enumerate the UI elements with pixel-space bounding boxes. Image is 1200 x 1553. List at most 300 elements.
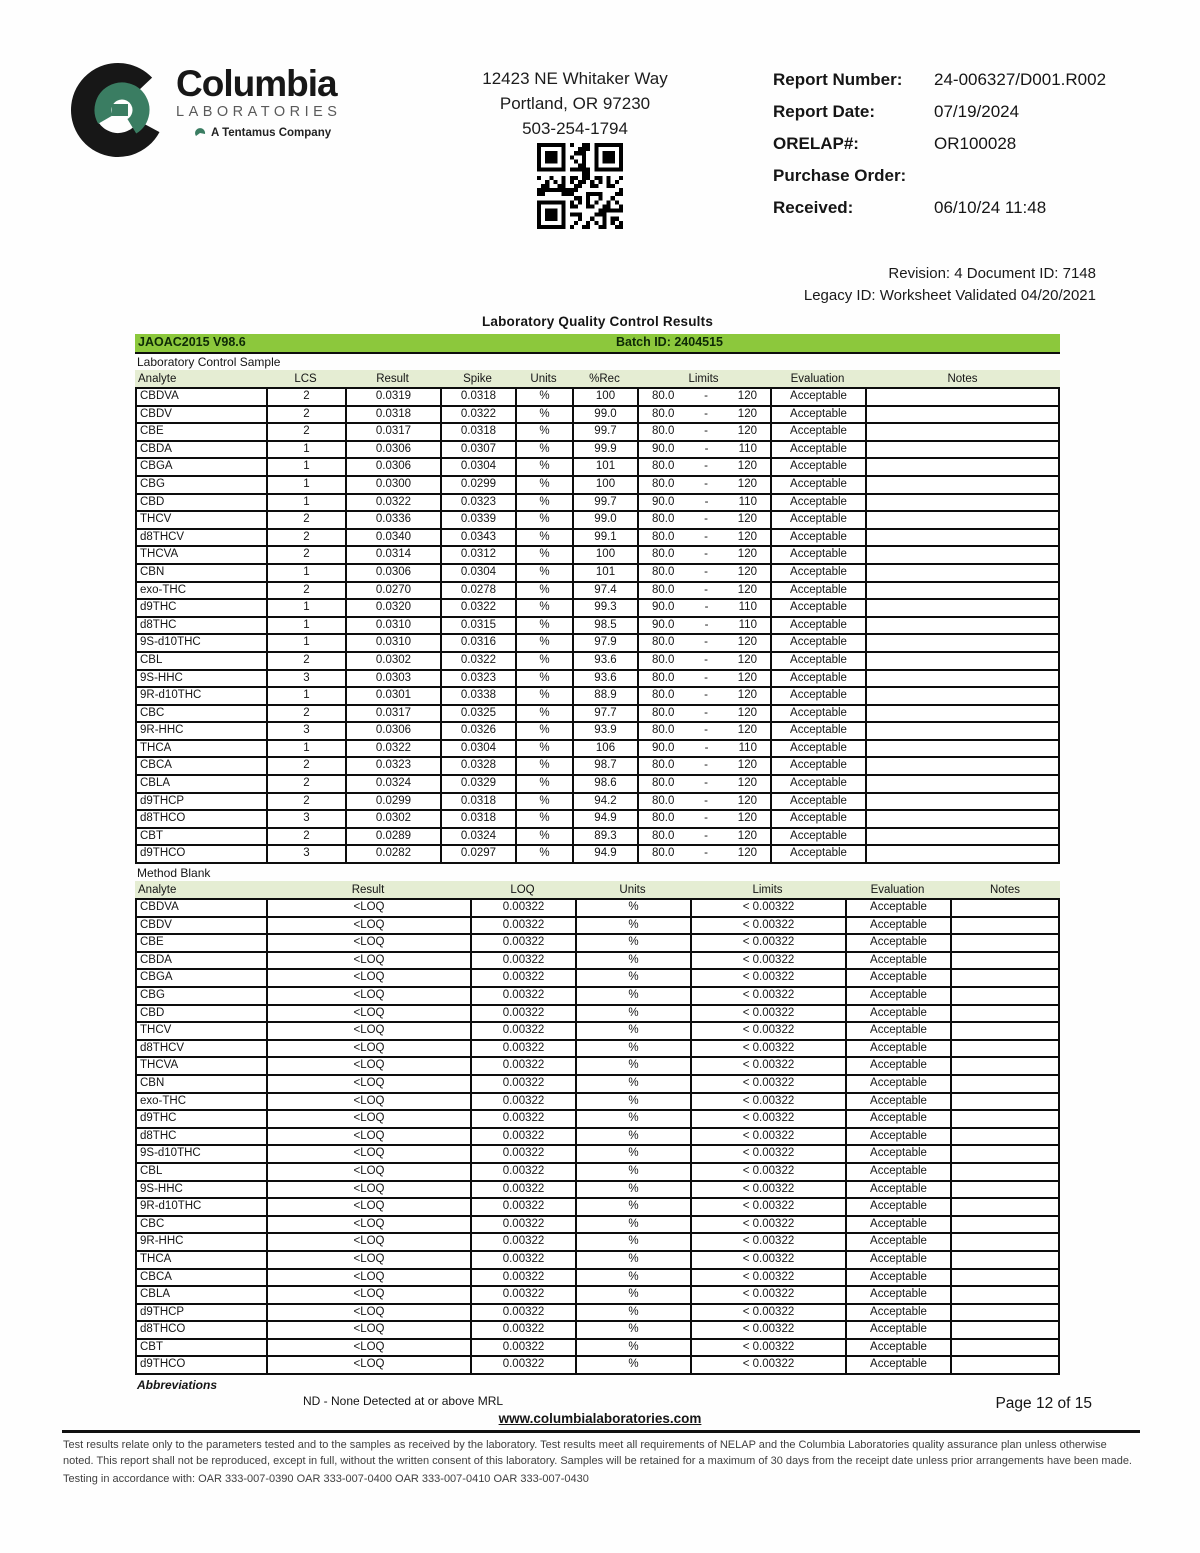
- abbreviations-title: Abbreviations: [137, 1378, 218, 1393]
- mb-limits-cell: < 0.00322: [692, 1146, 847, 1164]
- mb-row: [137, 935, 1058, 953]
- lcs-units-cell: %: [517, 389, 574, 407]
- lcs-spike-cell: 0.0316: [442, 635, 517, 653]
- mb-analyte-cell: CBE: [137, 935, 268, 953]
- mb-table: [135, 898, 1060, 1375]
- limit-low: 90.0: [652, 618, 675, 631]
- mb-limits-cell: < 0.00322: [692, 1129, 847, 1147]
- limit-dash: -: [704, 689, 709, 702]
- lcs-notes-cell: [867, 495, 1058, 513]
- lcs-lcs-count-cell: 2: [268, 776, 347, 794]
- lcs-lcs-count-cell: 1: [268, 741, 347, 759]
- lcs-notes-cell: [867, 547, 1058, 565]
- mb-row: [137, 1322, 1058, 1340]
- mb-units-cell: %: [577, 1041, 692, 1059]
- lcs-result-cell: 0.0317: [347, 424, 442, 442]
- lcs-units-cell: %: [517, 583, 574, 601]
- lcs-row: [137, 846, 1058, 862]
- lcs-result-cell: 0.0299: [347, 794, 442, 812]
- lcs-evaluation-cell: Acceptable: [772, 618, 867, 636]
- lcs-notes-cell: [867, 424, 1058, 442]
- lcs-notes-cell: [867, 442, 1058, 460]
- lcs-units-cell: %: [517, 688, 574, 706]
- mb-result-cell: <LOQ: [268, 988, 472, 1006]
- mb-units-cell: %: [577, 1357, 692, 1373]
- limit-low: 80.0: [652, 829, 675, 842]
- lab-address: [420, 66, 730, 141]
- lcs-units-cell: %: [517, 424, 574, 442]
- lcs-units-cell: %: [517, 495, 574, 513]
- lcs-spike-cell: 0.0343: [442, 530, 517, 548]
- limit-dash: -: [704, 653, 709, 666]
- mb-row: [137, 1041, 1058, 1059]
- lcs-result-cell: 0.0300: [347, 477, 442, 495]
- lcs-notes-cell: [867, 583, 1058, 601]
- lcs-units-cell: %: [517, 776, 574, 794]
- lcs-notes-cell: [867, 794, 1058, 812]
- lcs-units-cell: %: [517, 811, 574, 829]
- limit-low: 80.0: [652, 407, 675, 420]
- lcs-lcs-count-cell: 3: [268, 671, 347, 689]
- lcs-spike-cell: 0.0312: [442, 547, 517, 565]
- limit-dash: -: [704, 636, 709, 649]
- lcs-evaluation-cell: Acceptable: [772, 600, 867, 618]
- lcs-row: [137, 688, 1058, 706]
- mb-loq-cell: 0.00322: [472, 900, 577, 918]
- mb-loq-cell: 0.00322: [472, 935, 577, 953]
- limit-low: 80.0: [652, 847, 675, 860]
- lcs-col-spike: Spike: [463, 372, 492, 385]
- mb-evaluation-cell: Acceptable: [847, 988, 952, 1006]
- lcs-notes-cell: [867, 706, 1058, 724]
- lcs-result-cell: 0.0306: [347, 723, 442, 741]
- mb-evaluation-cell: Acceptable: [847, 1023, 952, 1041]
- limit-high: 120: [737, 548, 757, 561]
- lcs-limits-cell: [639, 583, 772, 601]
- lcs-pct-rec-cell: 99.7: [574, 424, 639, 442]
- limit-low: 80.0: [652, 513, 675, 526]
- lcs-lcs-count-cell: 2: [268, 706, 347, 724]
- tagline-text: A Tentamus Company: [211, 126, 332, 139]
- limit-high: 120: [737, 653, 757, 666]
- footer-disclaimer: [63, 1438, 1139, 1488]
- lcs-analyte-cell: 9R-HHC: [137, 723, 268, 741]
- lcs-notes-cell: [867, 723, 1058, 741]
- mb-notes-cell: [952, 900, 1058, 918]
- lcs-pct-rec-cell: 99.1: [574, 530, 639, 548]
- lcs-spike-cell: 0.0329: [442, 776, 517, 794]
- limit-dash: -: [704, 390, 709, 402]
- lcs-col-limits: Limits: [688, 372, 719, 385]
- lcs-units-cell: %: [517, 794, 574, 812]
- mb-evaluation-cell: Acceptable: [847, 900, 952, 918]
- lcs-pct-rec-cell: 100: [574, 477, 639, 495]
- mb-units-cell: %: [577, 1058, 692, 1076]
- lcs-result-cell: 0.0270: [347, 583, 442, 601]
- lcs-units-cell: %: [517, 618, 574, 636]
- lcs-units-cell: %: [517, 547, 574, 565]
- lcs-lcs-count-cell: 1: [268, 618, 347, 636]
- limit-high: 120: [737, 689, 757, 702]
- limit-low: 80.0: [652, 636, 675, 649]
- lcs-analyte-cell: CBG: [137, 477, 268, 495]
- qc-results-block: [135, 314, 1060, 1408]
- lcs-row: [137, 776, 1058, 794]
- limit-high: 120: [737, 390, 757, 402]
- lcs-spike-cell: 0.0318: [442, 389, 517, 407]
- lcs-row: [137, 671, 1058, 689]
- limit-dash: -: [704, 442, 709, 455]
- mb-section-label: Method Blank: [137, 866, 211, 881]
- mb-analyte-cell: d9THC: [137, 1111, 268, 1129]
- lcs-limits-cell: [639, 829, 772, 847]
- mb-loq-cell: 0.00322: [472, 1111, 577, 1129]
- limit-high: 110: [738, 495, 757, 508]
- lcs-limits-cell: [639, 530, 772, 548]
- mb-notes-cell: [952, 1305, 1058, 1323]
- mb-analyte-cell: 9R-HHC: [137, 1234, 268, 1252]
- mb-loq-cell: 0.00322: [472, 1270, 577, 1288]
- lcs-row: [137, 653, 1058, 671]
- address-line2: Portland, OR 97230: [499, 94, 651, 113]
- lcs-analyte-cell: d9THCO: [137, 846, 268, 862]
- lcs-col-units: Units: [530, 372, 557, 385]
- lcs-notes-cell: [867, 653, 1058, 671]
- lcs-analyte-cell: CBD: [137, 495, 268, 513]
- lcs-units-cell: %: [517, 512, 574, 530]
- limit-dash: -: [704, 407, 709, 420]
- lcs-lcs-count-cell: 2: [268, 530, 347, 548]
- limit-low: 80.0: [652, 812, 675, 825]
- website-link: www.columbialaboratories.com: [498, 1411, 702, 1426]
- mb-result-cell: <LOQ: [268, 1182, 472, 1200]
- limit-high: 120: [737, 565, 757, 578]
- lcs-lcs-count-cell: 2: [268, 583, 347, 601]
- mb-row: [137, 970, 1058, 988]
- lcs-analyte-cell: d8THC: [137, 618, 268, 636]
- mb-row: [137, 918, 1058, 936]
- limit-high: 120: [737, 847, 757, 860]
- purchase-order-label: Purchase Order:: [773, 166, 907, 185]
- mb-row: [137, 1182, 1058, 1200]
- limit-high: 110: [738, 442, 757, 455]
- lcs-spike-cell: 0.0318: [442, 424, 517, 442]
- lcs-lcs-count-cell: 2: [268, 424, 347, 442]
- mb-table-header: [135, 881, 1060, 898]
- lcs-evaluation-cell: Acceptable: [772, 829, 867, 847]
- lcs-units-cell: %: [517, 600, 574, 618]
- logo-brand: Columbia: [176, 63, 337, 104]
- mb-units-cell: %: [577, 1006, 692, 1024]
- lcs-analyte-cell: CBE: [137, 424, 268, 442]
- mb-evaluation-cell: Acceptable: [847, 1357, 952, 1373]
- mb-row: [137, 1217, 1058, 1235]
- mb-result-cell: <LOQ: [268, 1164, 472, 1182]
- mb-notes-cell: [952, 1252, 1058, 1270]
- lcs-row: [137, 758, 1058, 776]
- mb-units-cell: %: [577, 1146, 692, 1164]
- lcs-table-header: [135, 370, 1060, 387]
- lcs-evaluation-cell: Acceptable: [772, 459, 867, 477]
- lcs-analyte-cell: CBC: [137, 706, 268, 724]
- mb-col-notes: Notes: [989, 883, 1021, 896]
- lcs-notes-cell: [867, 758, 1058, 776]
- limit-low: 80.0: [652, 548, 675, 561]
- mb-limits-cell: < 0.00322: [692, 1023, 847, 1041]
- lcs-spike-cell: 0.0307: [442, 442, 517, 460]
- lcs-evaluation-cell: Acceptable: [772, 688, 867, 706]
- lcs-row: [137, 829, 1058, 847]
- lcs-col-result: Result: [376, 372, 409, 385]
- lcs-row: [137, 565, 1058, 583]
- mb-evaluation-cell: Acceptable: [847, 1094, 952, 1112]
- limit-high: 110: [738, 618, 757, 631]
- mb-limits-cell: < 0.00322: [692, 1357, 847, 1373]
- lcs-result-cell: 0.0319: [347, 389, 442, 407]
- lcs-spike-cell: 0.0304: [442, 459, 517, 477]
- limit-low: 80.0: [652, 530, 675, 543]
- mb-notes-cell: [952, 918, 1058, 936]
- mb-result-cell: <LOQ: [268, 1305, 472, 1323]
- mb-units-cell: %: [577, 1199, 692, 1217]
- limit-high: 110: [738, 741, 757, 754]
- mb-limits-cell: < 0.00322: [692, 1058, 847, 1076]
- lcs-row: [137, 811, 1058, 829]
- method-name: JAOAC2015 V98.6: [138, 335, 246, 349]
- lcs-row: [137, 424, 1058, 442]
- limit-high: 120: [737, 477, 757, 490]
- mb-loq-cell: 0.00322: [472, 1182, 577, 1200]
- mb-limits-cell: < 0.00322: [692, 1287, 847, 1305]
- mb-result-cell: <LOQ: [268, 918, 472, 936]
- lcs-pct-rec-cell: 99.3: [574, 600, 639, 618]
- mb-limits-cell: < 0.00322: [692, 953, 847, 971]
- lcs-lcs-count-cell: 2: [268, 407, 347, 425]
- lcs-limits-cell: [639, 776, 772, 794]
- mb-evaluation-cell: Acceptable: [847, 1234, 952, 1252]
- limit-high: 120: [737, 812, 757, 825]
- lcs-units-cell: %: [517, 653, 574, 671]
- mb-units-cell: %: [577, 935, 692, 953]
- lcs-spike-cell: 0.0323: [442, 495, 517, 513]
- mb-result-cell: <LOQ: [268, 1357, 472, 1373]
- report-info: [773, 70, 1106, 218]
- lcs-limits-cell: [639, 688, 772, 706]
- lcs-row: [137, 477, 1058, 495]
- lcs-evaluation-cell: Acceptable: [772, 512, 867, 530]
- lcs-pct-rec-cell: 98.5: [574, 618, 639, 636]
- mb-row: [137, 1146, 1058, 1164]
- lcs-result-cell: 0.0303: [347, 671, 442, 689]
- lcs-row: [137, 547, 1058, 565]
- lcs-evaluation-cell: Acceptable: [772, 565, 867, 583]
- mb-result-cell: <LOQ: [268, 1199, 472, 1217]
- lcs-pct-rec-cell: 93.9: [574, 723, 639, 741]
- mb-units-cell: %: [577, 970, 692, 988]
- mb-evaluation-cell: Acceptable: [847, 1182, 952, 1200]
- limit-high: 120: [737, 794, 757, 807]
- qc-title: Laboratory Quality Control Results: [481, 314, 714, 329]
- lcs-analyte-cell: d8THCO: [137, 811, 268, 829]
- lcs-pct-rec-cell: 93.6: [574, 671, 639, 689]
- lcs-col-notes: Notes: [947, 372, 978, 385]
- lcs-lcs-count-cell: 2: [268, 758, 347, 776]
- mb-evaluation-cell: Acceptable: [847, 1252, 952, 1270]
- lcs-evaluation-cell: Acceptable: [772, 653, 867, 671]
- lcs-result-cell: 0.0310: [347, 618, 442, 636]
- limit-high: 120: [737, 706, 757, 719]
- mb-units-cell: %: [577, 1129, 692, 1147]
- limit-high: 120: [737, 425, 757, 438]
- lcs-notes-cell: [867, 688, 1058, 706]
- mb-units-cell: %: [577, 1217, 692, 1235]
- mb-analyte-cell: 9S-HHC: [137, 1182, 268, 1200]
- lcs-units-cell: %: [517, 459, 574, 477]
- mb-row: [137, 1111, 1058, 1129]
- lcs-spike-cell: 0.0318: [442, 794, 517, 812]
- mb-notes-cell: [952, 1076, 1058, 1094]
- mb-result-cell: <LOQ: [268, 1217, 472, 1235]
- mb-units-cell: %: [577, 1287, 692, 1305]
- lcs-spike-cell: 0.0304: [442, 565, 517, 583]
- mb-analyte-cell: CBGA: [137, 970, 268, 988]
- mb-loq-cell: 0.00322: [472, 1322, 577, 1340]
- footer-divider: [62, 1430, 1140, 1433]
- mb-loq-cell: 0.00322: [472, 918, 577, 936]
- mb-notes-cell: [952, 1146, 1058, 1164]
- mb-col-evaluation: Evaluation: [870, 883, 925, 896]
- lcs-units-cell: %: [517, 723, 574, 741]
- lcs-limits-cell: [639, 671, 772, 689]
- lcs-evaluation-cell: Acceptable: [772, 547, 867, 565]
- lcs-lcs-count-cell: 2: [268, 389, 347, 407]
- lcs-limits-cell: [639, 512, 772, 530]
- lcs-pct-rec-cell: 94.9: [574, 811, 639, 829]
- limit-low: 80.0: [652, 671, 675, 684]
- mb-loq-cell: 0.00322: [472, 1164, 577, 1182]
- mb-units-cell: %: [577, 1322, 692, 1340]
- lcs-evaluation-cell: Acceptable: [772, 477, 867, 495]
- mb-units-cell: %: [577, 1270, 692, 1288]
- mb-result-cell: <LOQ: [268, 953, 472, 971]
- mb-row: [137, 1058, 1058, 1076]
- mb-evaluation-cell: Acceptable: [847, 1146, 952, 1164]
- mb-loq-cell: 0.00322: [472, 1199, 577, 1217]
- lcs-notes-cell: [867, 459, 1058, 477]
- lcs-notes-cell: [867, 512, 1058, 530]
- mb-result-cell: <LOQ: [268, 1041, 472, 1059]
- limit-low: 90.0: [652, 442, 675, 455]
- limit-low: 80.0: [652, 794, 675, 807]
- lcs-result-cell: 0.0302: [347, 653, 442, 671]
- revision-block: [804, 263, 1096, 307]
- mb-analyte-cell: THCVA: [137, 1058, 268, 1076]
- received-label: Received:: [773, 198, 854, 217]
- limit-low: 80.0: [652, 425, 675, 438]
- lcs-col-lcs: LCS: [294, 372, 317, 385]
- qr-code: [537, 143, 623, 229]
- limit-high: 120: [737, 583, 757, 596]
- report-date-value: 07/19/2024: [934, 102, 1020, 121]
- lcs-units-cell: %: [517, 407, 574, 425]
- limit-dash: -: [704, 583, 709, 596]
- lcs-notes-cell: [867, 741, 1058, 759]
- mb-limits-cell: < 0.00322: [692, 1164, 847, 1182]
- lcs-spike-cell: 0.0322: [442, 600, 517, 618]
- legacy-id-line: Legacy ID: Worksheet Validated 04/20/2021: [803, 287, 1096, 304]
- lcs-table: [135, 387, 1060, 864]
- lcs-pct-rec-cell: 94.2: [574, 794, 639, 812]
- mb-analyte-cell: CBT: [137, 1340, 268, 1358]
- columbia-logo-mark-icon: [70, 60, 170, 160]
- received-value: 06/10/24 11:48: [934, 198, 1047, 217]
- lcs-spike-cell: 0.0339: [442, 512, 517, 530]
- lcs-result-cell: 0.0340: [347, 530, 442, 548]
- mb-row: [137, 1006, 1058, 1024]
- mb-analyte-cell: exo-THC: [137, 1094, 268, 1112]
- limit-high: 120: [737, 777, 757, 790]
- lcs-lcs-count-cell: 1: [268, 565, 347, 583]
- lcs-analyte-cell: 9S-HHC: [137, 671, 268, 689]
- limit-low: 80.0: [652, 565, 675, 578]
- mb-evaluation-cell: Acceptable: [847, 1006, 952, 1024]
- mb-row: [137, 1023, 1058, 1041]
- mb-notes-cell: [952, 1357, 1058, 1373]
- lcs-pct-rec-cell: 101: [574, 459, 639, 477]
- mb-limits-cell: < 0.00322: [692, 1111, 847, 1129]
- logo-text: [176, 60, 341, 139]
- lcs-analyte-cell: 9R-d10THC: [137, 688, 268, 706]
- mb-row: [137, 1094, 1058, 1112]
- lcs-row: [137, 512, 1058, 530]
- limit-low: 80.0: [652, 460, 675, 473]
- lcs-row: [137, 600, 1058, 618]
- mb-evaluation-cell: Acceptable: [847, 953, 952, 971]
- lcs-pct-rec-cell: 99.0: [574, 512, 639, 530]
- lcs-notes-cell: [867, 829, 1058, 847]
- mb-result-cell: <LOQ: [268, 1058, 472, 1076]
- mb-evaluation-cell: Acceptable: [847, 1199, 952, 1217]
- mb-loq-cell: 0.00322: [472, 1058, 577, 1076]
- lcs-result-cell: 0.0302: [347, 811, 442, 829]
- lcs-pct-rec-cell: 94.9: [574, 846, 639, 862]
- mb-limits-cell: < 0.00322: [692, 1199, 847, 1217]
- mb-evaluation-cell: Acceptable: [847, 1076, 952, 1094]
- mb-result-cell: <LOQ: [268, 1111, 472, 1129]
- lcs-notes-cell: [867, 565, 1058, 583]
- mb-units-cell: %: [577, 1252, 692, 1270]
- lcs-spike-cell: 0.0322: [442, 407, 517, 425]
- mb-row: [137, 1129, 1058, 1147]
- lcs-analyte-cell: CBLA: [137, 776, 268, 794]
- mb-loq-cell: 0.00322: [472, 1287, 577, 1305]
- lcs-spike-cell: 0.0297: [442, 846, 517, 862]
- lcs-result-cell: 0.0301: [347, 688, 442, 706]
- mb-row: [137, 1270, 1058, 1288]
- mb-evaluation-cell: Acceptable: [847, 1287, 952, 1305]
- lcs-evaluation-cell: Acceptable: [772, 794, 867, 812]
- limit-dash: -: [704, 530, 709, 543]
- mb-notes-cell: [952, 1322, 1058, 1340]
- lcs-analyte-cell: CBGA: [137, 459, 268, 477]
- mb-units-cell: %: [577, 1111, 692, 1129]
- mb-evaluation-cell: Acceptable: [847, 918, 952, 936]
- mb-result-cell: <LOQ: [268, 1322, 472, 1340]
- mb-analyte-cell: 9R-d10THC: [137, 1199, 268, 1217]
- mb-loq-cell: 0.00322: [472, 970, 577, 988]
- mb-result-cell: <LOQ: [268, 1234, 472, 1252]
- lcs-row: [137, 530, 1058, 548]
